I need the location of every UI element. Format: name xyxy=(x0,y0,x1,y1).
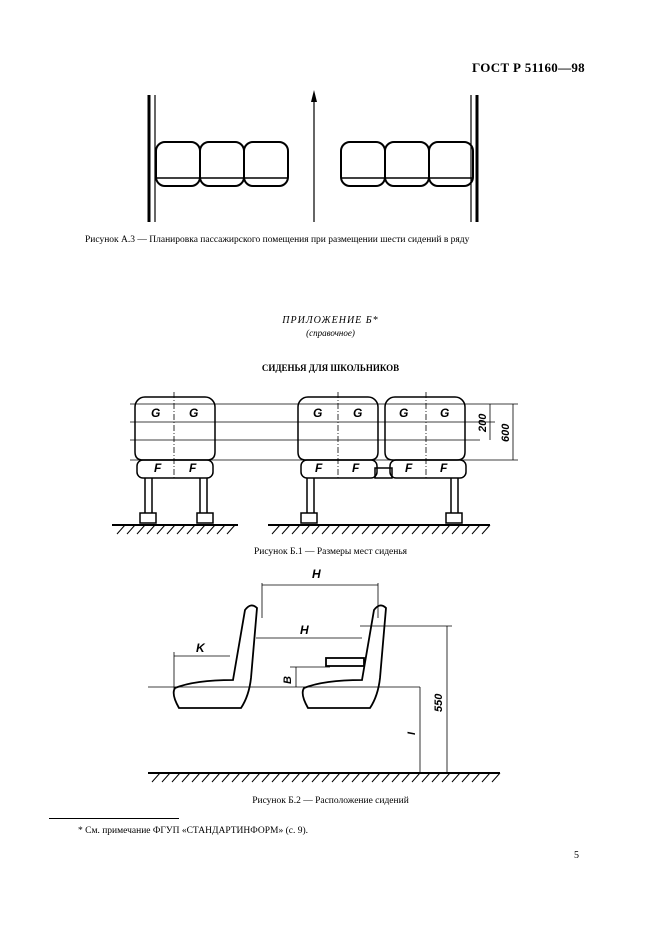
label-g: G xyxy=(440,406,450,420)
footnote: * См. примечание ФГУП «СТАНДАРТИНФОРМ» (с. 9). xyxy=(78,826,309,836)
label-f: F xyxy=(315,461,323,475)
label-f: F xyxy=(154,461,162,475)
dimension-550: 550 xyxy=(433,693,445,712)
label-g: G xyxy=(189,406,199,420)
label-f: F xyxy=(189,461,197,475)
label-f: F xyxy=(440,461,448,475)
figure-b1-caption: Рисунок Б.1 — Размеры мест сиденья xyxy=(253,547,408,557)
appendix-subtitle: (справочное) xyxy=(306,328,355,338)
label-f: F xyxy=(352,461,360,475)
label-i: I xyxy=(406,731,418,735)
document-header: ГОСТ Р 51160—98 xyxy=(471,60,585,75)
label-g: G xyxy=(353,406,363,420)
label-g: G xyxy=(399,406,409,420)
label-b: B xyxy=(282,676,294,684)
label-f: F xyxy=(405,461,413,475)
page-number: 5 xyxy=(574,850,579,861)
label-g: G xyxy=(313,406,323,420)
footnote-divider xyxy=(49,818,179,819)
section-title: СИДЕНЬЯ ДЛЯ ШКОЛЬНИКОВ xyxy=(261,363,400,373)
dimension-200: 200 xyxy=(477,413,489,432)
label-g: G xyxy=(151,406,161,420)
appendix-title: ПРИЛОЖЕНИЕ Б* xyxy=(282,315,379,326)
label-k: K xyxy=(196,641,205,655)
dimension-600: 600 xyxy=(500,423,512,442)
label-h-top: H xyxy=(312,567,321,581)
figure-b2-caption: Рисунок Б.2 — Расположение сидений xyxy=(252,796,409,806)
figure-a3-caption: Рисунок А.3 — Планировка пассажирского помещения при размещении шести сидений в ряду xyxy=(85,235,470,245)
label-h-middle: H xyxy=(300,623,309,637)
